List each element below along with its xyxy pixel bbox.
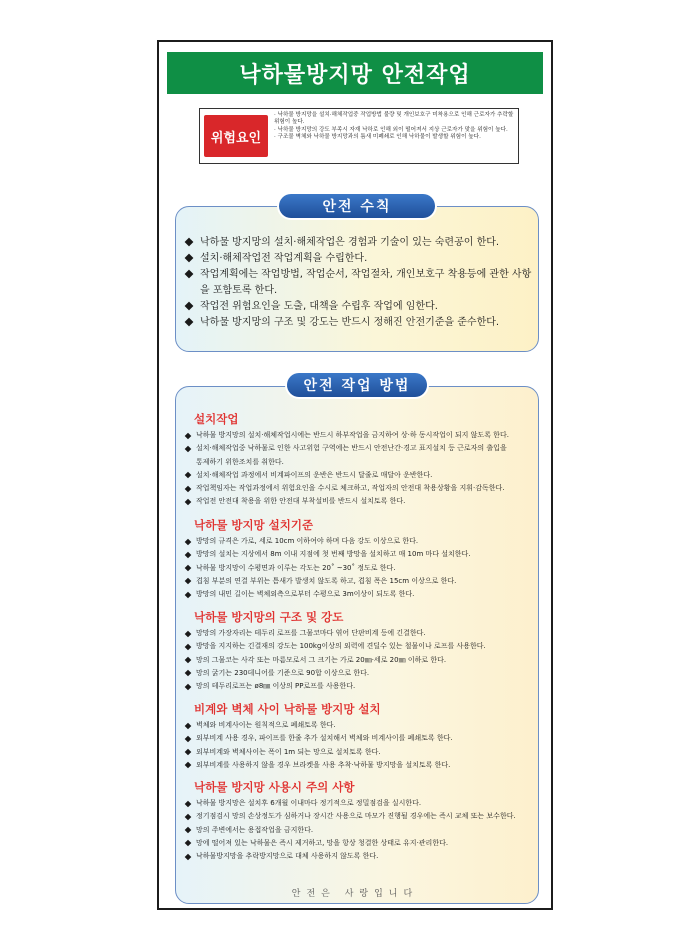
rule-item: 낙하물 방지망의 설치·해체작업은 경험과 기술이 있는 숙련공이 한다. <box>184 235 532 251</box>
diamond-bullet-icon <box>185 657 192 664</box>
list-item: 망의 테두리로프는 ø8㎜ 이상의 PP로프를 사용한다. <box>184 680 534 693</box>
safe-work-method-panel <box>175 386 539 904</box>
list-item: 겹침 부분의 연결 부위는 틈새가 발생치 않도록 하고, 겹침 폭은 15cm 이상으로 한다. <box>184 575 534 588</box>
list-item: 작업전 안전대 착용을 위한 안전대 부착설비를 반드시 설치토록 한다. <box>184 495 534 508</box>
diamond-bullet-icon <box>185 630 192 637</box>
list-item: 외부비계 사용 경우, 파이프를 한줄 추가 설치해서 벽체와 비계사이를 폐쇄토록 한다. <box>184 732 534 745</box>
list-item: 방망의 규격은 가로, 세로 10cm 이하여야 하며 다음 강도 이상으로 한다. <box>184 535 534 548</box>
section-title-precautions: 낙하물 방지망 사용시 주의 사항 <box>194 780 355 794</box>
rule-item: 작업계획에는 작업방법, 작업순서, 작업절차, 개인보호구 착용등에 관한 사항을 포함토록 한다. <box>184 267 532 298</box>
diamond-bullet-icon <box>185 827 192 834</box>
diamond-bullet-icon <box>185 472 192 479</box>
diamond-bullet-icon <box>185 485 192 492</box>
diamond-bullet-icon <box>185 853 192 860</box>
diamond-bullet-icon <box>185 538 192 545</box>
list-item: 정기점검시 망의 손상정도가 심하거나 장시간 사용으로 마모가 진행될 경우에는 즉시 교체 또는 보수한다. <box>184 810 534 823</box>
precautions-list <box>184 797 534 863</box>
list-item: 방망을 지지하는 긴결재의 강도는 100kg이상의 외력에 견딜수 있는 철물이나 로프를 사용한다. <box>184 640 534 653</box>
list-item: 벽체와 비계사이는 원칙적으로 폐쇄토록 한다. <box>184 719 534 732</box>
diamond-bullet-icon <box>185 445 192 452</box>
diamond-bullet-icon <box>185 432 192 439</box>
diamond-bullet-icon <box>185 840 192 847</box>
diamond-bullet-icon <box>185 499 192 506</box>
diamond-bullet-icon <box>185 749 192 756</box>
installation-list <box>184 429 534 509</box>
list-item: 낙하물 방지망의 설치·해체작업시에는 반드시 하부작업을 금지하여 상·하 동시작업이 되지 않도록 한다. <box>184 429 534 442</box>
section-title-criteria: 낙하물 방지망 설치기준 <box>194 518 314 532</box>
hazard-item: · 구조물 벽체와 낙하물 방지망과의 틈새 미폐쇄로 인해 낙하물이 발생할 위험이 높다. <box>274 134 481 141</box>
diamond-bullet-icon <box>185 800 192 807</box>
hazard-label: 위험요인 <box>204 115 268 157</box>
hazard-list <box>268 109 518 163</box>
diamond-bullet-icon <box>185 643 192 650</box>
diamond-bullet-icon <box>185 578 192 585</box>
diamond-bullet-icon <box>185 270 194 279</box>
safety-rules-panel <box>175 206 539 352</box>
diamond-bullet-icon <box>185 301 194 310</box>
list-item: 낙하물방지망을 추락방지망으로 대체 사용하지 않도록 한다. <box>184 850 534 863</box>
gap-list <box>184 719 534 772</box>
structure-list <box>184 627 534 693</box>
list-item: 설치·해체작업 과정에서 비계파이프의 운반은 반드시 달줄로 매달아 운반한다. <box>184 469 534 482</box>
diamond-bullet-icon <box>185 238 194 247</box>
diamond-bullet-icon <box>185 317 194 326</box>
list-item: 설치·해체작업중 낙하물로 인한 사고위험 구역에는 반드시 안전난간·경고 표지설치 등 근로자의 출입을 <box>184 442 534 455</box>
list-item: 외부비계와 벽체사이는 폭이 1m 되는 망으로 설치토록 한다. <box>184 746 534 759</box>
safety-poster <box>157 40 553 910</box>
safety-rules-heading: 안전 수칙 <box>279 194 435 218</box>
diamond-bullet-icon <box>185 683 192 690</box>
diamond-bullet-icon <box>185 551 192 558</box>
list-item: 망의 주변에서는 용접작업을 금지한다. <box>184 824 534 837</box>
section-title-installation: 설치작업 <box>194 412 239 426</box>
list-item: 낙하물 방지망이 수평면과 이루는 각도는 20˚ ~30˚ 정도로 한다. <box>184 562 534 575</box>
diamond-bullet-icon <box>185 565 192 572</box>
list-item: 망의 그물코는 사각 또는 마름모로서 그 크기는 가로 20㎜·세로 20㎜ 이하로 한다. <box>184 654 534 667</box>
list-item: 망에 떨어져 있는 낙하물은 즉시 제거하고, 망을 항상 청결한 상태로 유지·관리한다. <box>184 837 534 850</box>
list-item: 방망의 내민 길이는 벽체외측으로부터 수평으로 3m이상이 되도록 한다. <box>184 588 534 601</box>
list-item: 통제하기 위한조치를 취한다. <box>196 457 284 466</box>
rule-item: 작업전 위험요인을 도출, 대책을 수립후 작업에 임한다. <box>184 299 532 315</box>
list-item: 외부비계를 사용하지 않을 경우 브라켓을 사용 추착·낙하물 방지망을 설치토록 한다. <box>184 759 534 772</box>
list-item: 방망의 설치는 지상에서 8m 이내 지점에 첫 번째 방망을 설치하고 매 10m 마다 설치한다. <box>184 548 534 561</box>
list-item: 망망의 가장자리는 테두리 로프를 그물코마다 엮어 단판비계 등에 긴결한다. <box>184 627 534 640</box>
safety-rules-list <box>184 235 532 331</box>
criteria-list <box>184 535 534 601</box>
list-item: 망의 굵기는 230데니어를 기준으로 90합 이상으로 한다. <box>184 667 534 680</box>
diamond-bullet-icon <box>185 762 192 769</box>
section-title-structure: 낙하물 방지망의 구조 및 강도 <box>194 610 344 624</box>
diamond-bullet-icon <box>185 735 192 742</box>
list-item: 낙하물 방지망은 설치후 6개월 이내마다 정기적으로 정밀점검을 실시한다. <box>184 797 534 810</box>
diamond-bullet-icon <box>185 813 192 820</box>
rule-item: 설치·해체작업전 작업계획을 수립한다. <box>184 251 532 267</box>
diamond-bullet-icon <box>185 722 192 729</box>
hazard-panel <box>199 108 519 164</box>
list-item: 작업책임자는 작업과정에서 위험요인을 수시로 체크하고, 작업자의 안전대 착용상황을 지휘·감독한다. <box>184 482 534 495</box>
section-title-gap: 비계와 벽체 사이 낙하물 방지망 설치 <box>194 702 381 716</box>
diamond-bullet-icon <box>185 670 192 677</box>
safe-work-method-heading: 안전 작업 방법 <box>287 373 427 397</box>
hazard-item: · 낙하물 방지망을 설치·해체작업중 작업방법 불량 및 개인보호구 미착용으로 인해 근로자가 추락할 위험이 높다. <box>274 112 514 126</box>
hazard-item: · 낙하물 방지망의 강도 부족시 자재 낙하로 인해 외이 떨어져서 지상 근로자가 맞을 위험이 높다. <box>274 126 508 133</box>
rule-item: 낙하물 방지망의 구조 및 강도는 반드시 정해진 안전기준을 준수한다. <box>184 315 532 331</box>
poster-title: 낙하물방지망 안전작업 <box>167 52 543 94</box>
footer-slogan: 안전은 사랑입니다 <box>291 889 419 899</box>
diamond-bullet-icon <box>185 591 192 598</box>
diamond-bullet-icon <box>185 254 194 263</box>
